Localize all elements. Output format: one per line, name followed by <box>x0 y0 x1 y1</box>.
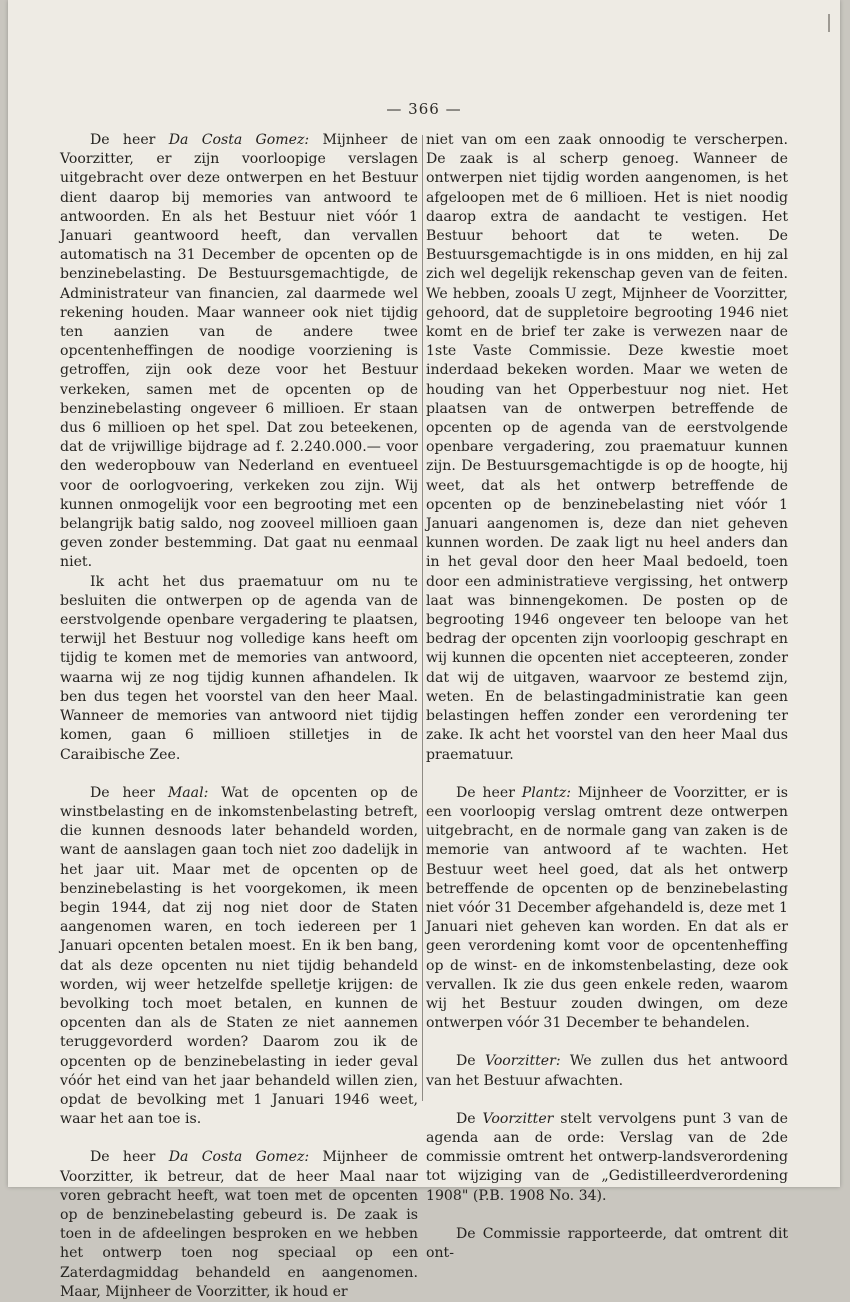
paragraph: De Commissie rapporteerde, dat omtrent dit ont- <box>426 1225 788 1261</box>
speaker-name: Plantz: <box>521 784 572 801</box>
speaker-name: Voorzitter <box>482 1110 554 1127</box>
speaker-name: Da Costa Gomez: <box>168 132 310 148</box>
page-number: — 366 — <box>386 100 462 118</box>
document-page <box>8 0 840 1300</box>
paragraph: De Voorzitter: We zullen dus het antwoord van het Bestuur afwachten. <box>426 1053 789 1089</box>
paragraph: De Voorzitter stelt vervolgens punt 3 van de agenda aan de orde: Verslag van de 2de commissie omtrent het ontwerp-landsverordening tot wijziging van de „Gedistilleerdverordening 1908" (P.B. 1908 No. 34). <box>426 1110 789 1204</box>
scan-mark <box>828 14 830 32</box>
speaker-name: Maal: <box>167 784 209 801</box>
paragraph: niet van om een zaak onnoodig te verscherpen. De zaak is al scherp genoeg. Wanneer de ontwerpen niet tijdig worden aangenomen, is het afgeloopen met de 6 millioen. Het is niet noodig daarop extra de aandacht te vestigen. Het Bestuur behoort dat te weten. De Bestuursgemachtigde is in ons midden, en hij zal zich wel degelijk rekenschap geven van de feiten. We hebben, zooals U zegt, Mijnheer de Voorzitter, gehoord, dat de suppletoire begrooting 1946 niet komt en de brief ter zake is verwezen naar de 1ste Vaste Commissie. Deze kwestie moet inderdaad bekeken worden. Maar we weten de houding van het Opperbestuur nog niet. Het plaatsen van de ontwerpen betreffende de opcenten op de agenda van de eerstvolgende openbare vergadering, zou praematuur kunnen zijn. De Bestuursgemachtigde is op de hoogte, hij weet, dat als het ontwerp betreffende de opcenten op de benzinebelasting niet vóór 1 Januari aangenomen is, deze dan niet geheven kunnen worden. De zaak ligt nu heel anders dan in het geval door den heer Maal bedoeld, toen door een administratieve vergissing, het ontwerp laat was binnengekomen. De posten op de begrooting 1946 ongeveer ten beloope van het bedrag der opcenten zijn voorloopig geschrapt en wij kunnen die opcenten niet accepteeren, zonder dat wij de uitgaven, waarvoor ze bestemd zijn, weten. En de belastingadministratie kan geen belastingen heffen zonder een verordening ter zake. Ik acht het voorstel van den heer Maal dus praematuur. <box>426 132 788 763</box>
paragraph: De heer Maal: Wat de opcenten op de winstbelasting en de inkomstenbelasting betreft, die kunnen desnoods later behandeld worden, want de aanslagen gaan toch niet zoo dadelijk in het jaar uit. Maar met de opcenten op de benzinebelasting is het voorgekomen, ik meen begin 1944, dat zij nog niet door de Staten aangenomen waren, en toch iedereen per 1 Januari opcenten betalen moest. En ik ben bang, dat als deze opcenten nu niet tijdig behandeld worden, wij weer hetzelfde spelletje krijgen: de bevolking toch moet betalen, en kunnen de opcenten dan als de Staten ze niet aannemen teruggevorderd worden? Daarom zou ik de opcenten op de benzinebelasting in ieder geval vóór het eind van het jaar behandeld willen zien, opdat de bevolking met 1 Januari 1946 weet, waar het aan toe is. <box>60 784 418 1128</box>
paragraph: De heer Da Costa Gomez: Mijnheer de Voorzitter, er zijn voorloopige verslagen uitgebracht over deze ontwerpen en het Bestuur dient daarop bij memories van antwoord te antwoorden. En als het Bestuur niet vóór 1 Januari geantwoord heeft, dan vervallen automatisch na 31 December de opcenten op de benzinebelasting. De Bestuursgemachtigde, de Administrateur van financien, zal daarmede wel rekening houden. Maar wanneer ook niet tijdig ten aanzien van de andere twee opcentenheffingen de noodige voorziening is getroffen, zijn ook deze voor het Bestuur verkeken, samen met de opcenten op de benzinebelasting ongeveer 6 millioen. Er staan dus 6 millioen op het spel. Dat zou beteekenen, dat de vrijwillige bijdrage ad f. 2.240.000.— voor den wederopbouw van Nederland en eventueel voor de oorlogvoering, verkeken zou zijn. Wij kunnen onmogelijk voor een begrooting met een belangrijk batig saldo, nog zooveel millioen gaan geven zonder bestemming. Dat gaat nu eenmaal niet. <box>60 132 418 571</box>
speaker-name: Voorzitter: <box>484 1053 561 1070</box>
column-divider <box>422 135 423 1101</box>
left-column <box>60 131 418 1302</box>
paragraph: Ik acht het dus praematuur om nu te besluiten die ontwerpen op de agenda van de eerstvolgende openbare vergadering te plaatsen, terwijl het Bestuur nog volledige kans heeft om tijdig te komen met de memories van antwoord, waarna wij ze nog tijdig kunnen afhandelen. Ik ben dus tegen het voorstel van den heer Maal. Wanneer de memories van antwoord niet tijdig komen, gaan 6 millioen stilletjes in de Caraibische Zee. <box>60 573 418 763</box>
paragraph: De heer Da Costa Gomez: Mijnheer de Voorzitter, ik betreur, dat de heer Maal naar voren gebracht heeft, wat toen met de opcenten op de benzinebelasting gebeurd is. De zaak is toen in de afdeelingen besproken en we hebben het ontwerp toen nog speciaal op een Zaterdagmiddag behandeld en aangenomen. Maar, Mijnheer de Voorzitter, ik houd er <box>60 1149 418 1300</box>
paragraph: De heer Plantz: Mijnheer de Voorzitter, er is een voorloopig verslag omtrent deze ontwerpen uitgebracht, en de normale gang van zaken is de memorie van antwoord af te wachten. Het Bestuur weet heel goed, dat als het ontwerp betreffende de opcenten op de benzinebelasting niet vóór 31 December afgehandeld is, deze met 1 Januari niet geheven kan worden. En dat als er geen verordening komt voor de opcentenheffing op de winst- en de inkomstenbelasting, deze ook vervallen. Ik zie dus geen enkele reden, waarom wij het Bestuur zouden dwingen, om deze ontwerpen vóór 31 December te behandelen. <box>426 784 789 1032</box>
speaker-name: Da Costa Gomez: <box>168 1149 310 1166</box>
right-column <box>426 131 788 1263</box>
